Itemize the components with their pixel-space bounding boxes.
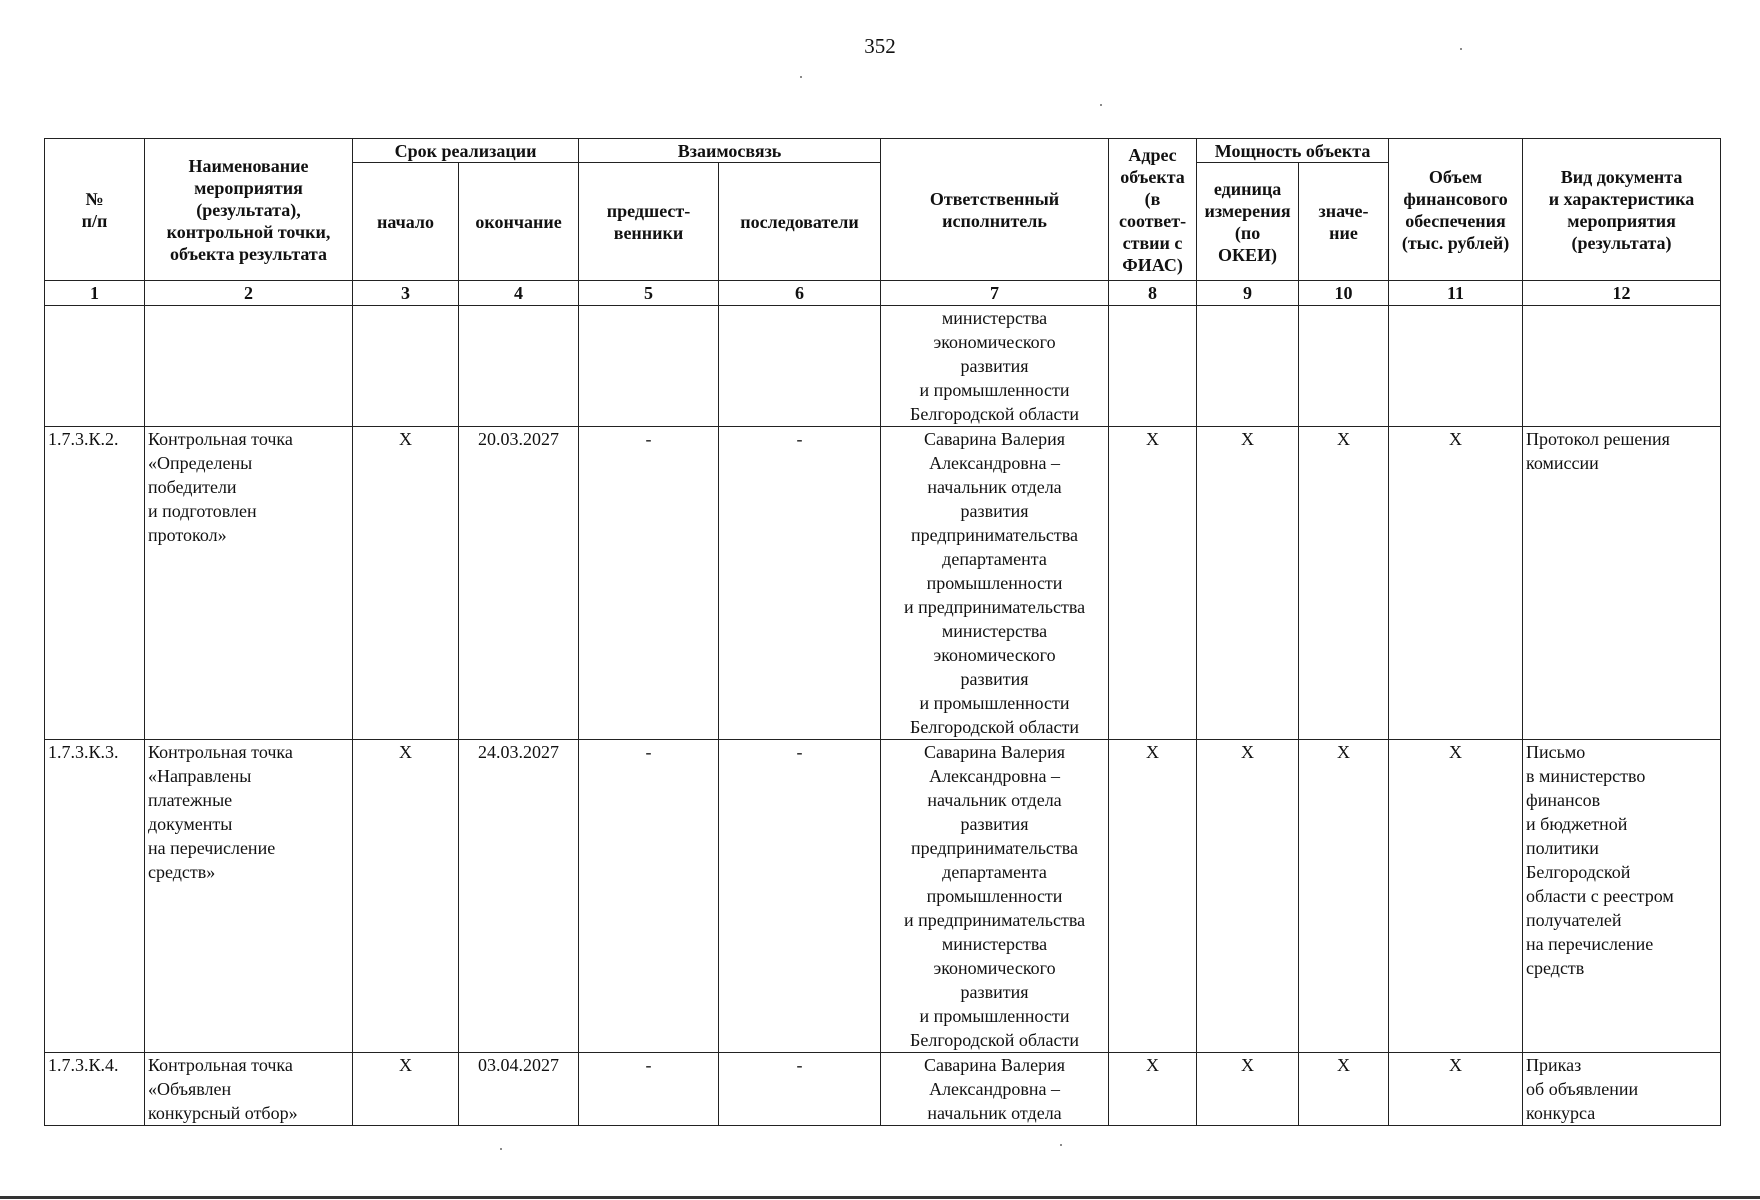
row-start: X bbox=[353, 740, 459, 1053]
header-capacity-group: Мощность объекта bbox=[1197, 139, 1389, 163]
header-doc: Вид документа и характеристика мероприятия (результата) bbox=[1523, 139, 1721, 281]
row-finance: X bbox=[1389, 740, 1523, 1053]
row-start bbox=[353, 306, 459, 427]
table-row bbox=[45, 306, 1721, 427]
header-link-group: Взаимосвязь bbox=[579, 139, 881, 163]
header-term-group: Срок реализации bbox=[353, 139, 579, 163]
row-predecessors: - bbox=[579, 740, 719, 1053]
row-responsible: министерства экономического развития и промышленности Белгородской области bbox=[881, 306, 1109, 427]
row-name: Контрольная точка «Определены победители и подготовлен протокол» bbox=[145, 427, 353, 740]
row-doc: Письмо в министерство финансов и бюджетной политики Белгородской области с реестром получателей на перечисление средств bbox=[1523, 740, 1721, 1053]
row-start: X bbox=[353, 427, 459, 740]
column-number: 9 bbox=[1197, 281, 1299, 306]
row-no: 1.7.3.К.2. bbox=[45, 427, 145, 740]
row-name: Контрольная точка «Направлены платежные документы на перечисление средств» bbox=[145, 740, 353, 1053]
header-name: Наименование мероприятия (результата), контрольной точки, объекта результата bbox=[145, 139, 353, 281]
row-address: X bbox=[1109, 740, 1197, 1053]
scan-speck bbox=[1460, 48, 1462, 50]
header-value: значе- ние bbox=[1299, 163, 1389, 281]
row-responsible: Саварина Валерия Александровна – начальник отдела bbox=[881, 1053, 1109, 1126]
row-doc: Протокол решения комиссии bbox=[1523, 427, 1721, 740]
row-doc bbox=[1523, 306, 1721, 427]
row-unit: X bbox=[1197, 427, 1299, 740]
column-number: 2 bbox=[145, 281, 353, 306]
row-unit: X bbox=[1197, 1053, 1299, 1126]
page-number: 352 bbox=[864, 34, 896, 58]
header-end: окончание bbox=[459, 163, 579, 281]
row-no: 1.7.3.К.4. bbox=[45, 1053, 145, 1126]
row-end: 24.03.2027 bbox=[459, 740, 579, 1053]
column-number: 1 bbox=[45, 281, 145, 306]
row-predecessors: - bbox=[579, 427, 719, 740]
header-successors: последователи bbox=[719, 163, 881, 281]
row-successors: - bbox=[719, 427, 881, 740]
row-finance: X bbox=[1389, 427, 1523, 740]
row-start: X bbox=[353, 1053, 459, 1126]
row-address: X bbox=[1109, 1053, 1197, 1126]
row-finance: X bbox=[1389, 1053, 1523, 1126]
table-row bbox=[45, 1053, 1721, 1126]
scan-speck bbox=[800, 76, 802, 78]
row-doc: Приказ об объявлении конкурса bbox=[1523, 1053, 1721, 1126]
scan-speck bbox=[1100, 104, 1102, 106]
header-unit: единица измерения (по ОКЕИ) bbox=[1197, 163, 1299, 281]
row-responsible: Саварина Валерия Александровна – начальник отдела развития предпринимательства департамента промышленности и предпринимательства министерства экономического развития и промышленности Белгородской области bbox=[881, 740, 1109, 1053]
row-value: X bbox=[1299, 1053, 1389, 1126]
row-successors bbox=[719, 306, 881, 427]
row-address: X bbox=[1109, 427, 1197, 740]
column-number: 12 bbox=[1523, 281, 1721, 306]
header-responsible: Ответственный исполнитель bbox=[881, 139, 1109, 281]
column-number: 8 bbox=[1109, 281, 1197, 306]
row-end: 20.03.2027 bbox=[459, 427, 579, 740]
row-end: 03.04.2027 bbox=[459, 1053, 579, 1126]
row-finance bbox=[1389, 306, 1523, 427]
row-predecessors bbox=[579, 306, 719, 427]
row-name bbox=[145, 306, 353, 427]
row-unit bbox=[1197, 306, 1299, 427]
header-address: Адрес объекта (в соответ- ствии с ФИАС) bbox=[1109, 139, 1197, 281]
header-predecessors: предшест- венники bbox=[579, 163, 719, 281]
header-start: начало bbox=[353, 163, 459, 281]
row-successors: - bbox=[719, 1053, 881, 1126]
row-end bbox=[459, 306, 579, 427]
column-number: 3 bbox=[353, 281, 459, 306]
header-no: № п/п bbox=[45, 139, 145, 281]
row-value bbox=[1299, 306, 1389, 427]
header-finance: Объем финансового обеспечения (тыс. рублей) bbox=[1389, 139, 1523, 281]
row-predecessors: - bbox=[579, 1053, 719, 1126]
row-unit: X bbox=[1197, 740, 1299, 1053]
row-no bbox=[45, 306, 145, 427]
column-numbers-row bbox=[45, 281, 1721, 306]
row-no: 1.7.3.К.3. bbox=[45, 740, 145, 1053]
column-number: 11 bbox=[1389, 281, 1523, 306]
plan-table bbox=[44, 138, 1721, 1126]
column-number: 7 bbox=[881, 281, 1109, 306]
scan-edge-line bbox=[0, 1196, 1760, 1199]
row-name: Контрольная точка «Объявлен конкурсный отбор» bbox=[145, 1053, 353, 1126]
column-number: 10 bbox=[1299, 281, 1389, 306]
table-header bbox=[45, 139, 1721, 281]
column-number: 5 bbox=[579, 281, 719, 306]
column-number: 4 bbox=[459, 281, 579, 306]
scan-speck bbox=[500, 1148, 502, 1150]
table-row bbox=[45, 740, 1721, 1053]
row-responsible: Саварина Валерия Александровна – начальник отдела развития предпринимательства департамента промышленности и предпринимательства министерства экономического развития и промышленности Белгородской области bbox=[881, 427, 1109, 740]
scan-speck bbox=[1060, 1144, 1062, 1146]
row-successors: - bbox=[719, 740, 881, 1053]
column-number: 6 bbox=[719, 281, 881, 306]
row-address bbox=[1109, 306, 1197, 427]
row-value: X bbox=[1299, 740, 1389, 1053]
table-row bbox=[45, 427, 1721, 740]
row-value: X bbox=[1299, 427, 1389, 740]
